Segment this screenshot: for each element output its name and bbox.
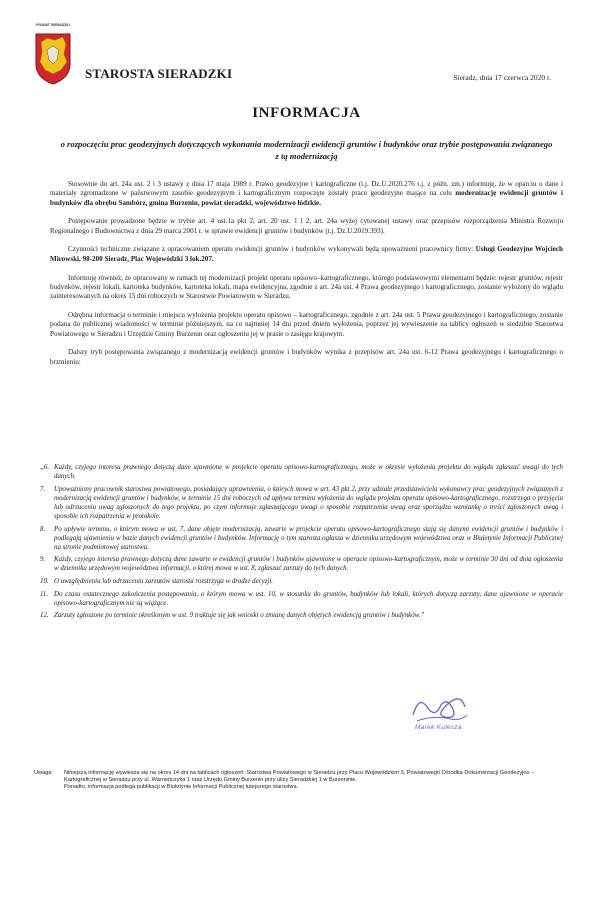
paragraph-text: Stosownie do art. 24a ust. 2 i 3 ustawy z dnia 17 maja 1989 r. Prawo geodezyjne i kartograficzne (t.j. Dz.U.2020.276 t.j. z późn. zm.) informuję, że w oparciu o dane i materiały zgromadzone w państwowym zasobie geodezyjnym i kartograficznym rozpoczęte zostały prace geodezyjne mające na celu (50, 180, 563, 198)
list-item (40, 485, 563, 521)
note-line: Ponadto, informacja podlega publikacji w Biuletynie Informacji Publicznej tutejszego starostwa. (64, 784, 299, 791)
item-text: Zarzuty zgłoszone po terminie określonym w ust. 9 traktuje się jak wnioski o zmianę danych objętych ewidencją gruntów i budynków.” (54, 612, 425, 620)
signature-name: Marek Kulesza (415, 724, 462, 731)
paragraph-contractor (50, 245, 563, 264)
list-item (40, 555, 563, 573)
quoted-legal-provisions (40, 463, 563, 624)
document-date: Sieradz, dnia 17 czerwca 2020 r. (453, 73, 551, 82)
list-item (40, 611, 563, 620)
paragraph-project-exhibition: Informuję również, że opracowany w ramach tej modernizacji projekt operatu opisowo–kartograficznego, którego podstawowymi elementami będzie: rejestr gruntów, rejestr budynków, rejestr lokali, kartoteka budynków, kartoteka lokali, mapa ewidencyjna, zgodnie z art. 24a ust. 4 Prawa geodezyjnego i kartograficznego, zostanie wyłożony do wglądu zainteresowanych na okres 15 dni roboczych w Starostwie Powiatowym w Sieradzu. (50, 273, 563, 301)
item-number: 8. (40, 525, 46, 533)
paragraph-bold-text: modernizację ewidencji gruntów i budynków dla obrębu Sambórz, gmina Burzenin, powiat sieradzki, województwo łódzkie. (50, 189, 563, 207)
document-body (50, 180, 563, 376)
document-subtitle: o rozpoczęciu prac geodezyjnych dotyczących wykonania modernizacji ewidencji gruntów i budynków oraz trybie postępowania związanego z tą modernizacją (60, 139, 553, 161)
document-title: INFORMACJA (252, 105, 361, 121)
item-text: Każdy, czyjego interesu prawnego dotyczą dane zawarte w ewidencji gruntów i budynków ujawnione w operacie opisowo-kartograficznym, może w terminie 30 dni od dnia ogłoszenia w dzienniku urzędowym województwa informacji, o której mowa w ust. 8, zgłaszać zarzuty do tych danych. (54, 556, 563, 573)
item-number: 12. (40, 612, 49, 620)
item-text: Każdy, czyjego interesu prawnego dotyczą dane ujawnione w projekcie operatu opisowo-kartograficznego, może w okresie wyłożenia projektu do wglądu zgłaszać uwagi do tych danych. (54, 464, 563, 481)
item-number: 9. (40, 556, 46, 564)
contractor-name: Usługi Geodezyjne Wojciech Mirowski, 98-200 Sieradz, Plac Wojewódzki 3 lok.207. (50, 245, 563, 263)
paragraph-further-procedure: Dalszy tryb postępowania związanego z modernizacją ewidencji gruntów i budynków wynika z przepisów art. 24a ust. 6-12 Prawa geodezyjnego i kartograficznego o brzmieniu: (50, 348, 563, 366)
paragraph-procedure: Postępowanie prowadzone będzie w trybie art. 4 ust.1a pkt 2, art. 20 ust. 1 i 2, art. 24a wyżej cytowanej ustawy oraz przepisów rozporządzenia Ministra Rozwoju Regionalnego i Budownictwa z dnia 29 marca 2001 r. w sprawie ewidencji gruntów i budynków (t.j. Dz.U.2019.393). (50, 217, 563, 235)
note-text (64, 770, 569, 792)
item-number: 7. (40, 485, 46, 493)
list-item (40, 590, 563, 608)
list-item (40, 525, 563, 552)
paragraph-legal-basis (50, 180, 563, 208)
item-text: Do czasu ostatecznego zakończenia postępowania, o którym mowa w ust. 10, w stosunku do gruntów, budynków lub lokali, których dotyczą zarzuty, dane ujawnione w operacie opisowo-kartograficznym nie są wiążące. (54, 590, 563, 607)
footer-note (34, 770, 569, 792)
note-line: Niniejszą informację wywiesza się na okres 14 dni na tablicach ogłoszeń: Starostwa Powiatowego w Sieradzu przy Placu Wojewódzkim 3, Powiatowego Ośrodka Dokumentacji Geodezyjno – Kartograficznej w Sieradzu przy ul. Warneńczyka 1 oraz Urzędu Gminy Burzenin przy ulicy Sieradzkiej 1 w Burzeninie. (64, 770, 535, 784)
note-label: Uwaga: (34, 770, 53, 776)
list-item (40, 577, 563, 586)
coat-of-arms-icon (33, 30, 73, 86)
signature-icon (405, 685, 475, 740)
list-item (40, 463, 563, 481)
item-number: 10. (40, 578, 49, 586)
paragraph-text: Czynności techniczne związane z opracowaniem operatu ewidencji gruntów i budynków wykonywali będą upoważnieni pracownicy firmy: (68, 245, 476, 254)
item-text: O uwzględnieniu lub odrzuceniu zarzutów starosta rozstrzyga w drodze decyzji. (54, 578, 273, 586)
item-number: 11. (40, 590, 49, 598)
item-text: Upoważniony pracownik starostwa powiatowego, posiadający uprawnienia, o których mowa w art. 43 pkt 2, przy udziale przedstawiciela wykonawcy prac geodezyjnych związanych z modernizacją ewidencji gruntów i budynków, w terminie 15 dni roboczych od upływu terminu wyłożenia do wglądu projektu operatu opisowo-kartograficznego, rozstrzyga o przyjęciu lub odrzuceniu uwag zgłoszonych do tego projektu, po czym informuje zgłaszającego uwagi o sposobie rozpatrzenia uwag oraz sporządza wzmiankę o treści zgłoszonych uwag i sposobie ich rozpatrzenia w protokole. (54, 485, 563, 520)
crest-caption: POWIAT SIERADZKI (36, 23, 70, 27)
item-number: „6. (40, 464, 50, 471)
item-text: Po upływie terminu, o którym mowa w ust. 7, dane objęte modernizacją, zawarte w projekcie operatu opisowo-kartograficznego stają się danymi ewidencji gruntów i budynków i podlegają ujawnieniu w bazie danych ewidencji gruntów i budynków. Informację o tym starosta ogłasza w dzienniku urzędowym województwa oraz w Biuletynie Informacji Publicznej na stronie podmiotowej starostwa. (54, 525, 563, 551)
paragraph-separate-notice: Odrębna informacja o terminie i miejscu wyłożenia projektu operatu opisowo – kartograficznego, zgodnie z art. 24a ust. 5 Prawa geodezyjnego i kartograficznego, zostanie podana do publicznej wiadomości w terminie późniejszym, na co najmniej 14 dni przed dniem wyłożenia, poprzez jej wywieszenie na tablicy ogłoszeń w siedzibie Starostwa Powiatowego w Sieradzu i Urzędzie Gminy Burzenin oraz ogłoszeniu jej w prasie o zasięgu krajowym. (50, 310, 563, 338)
organization-name: STAROSTA SIERADZKI (85, 66, 233, 81)
